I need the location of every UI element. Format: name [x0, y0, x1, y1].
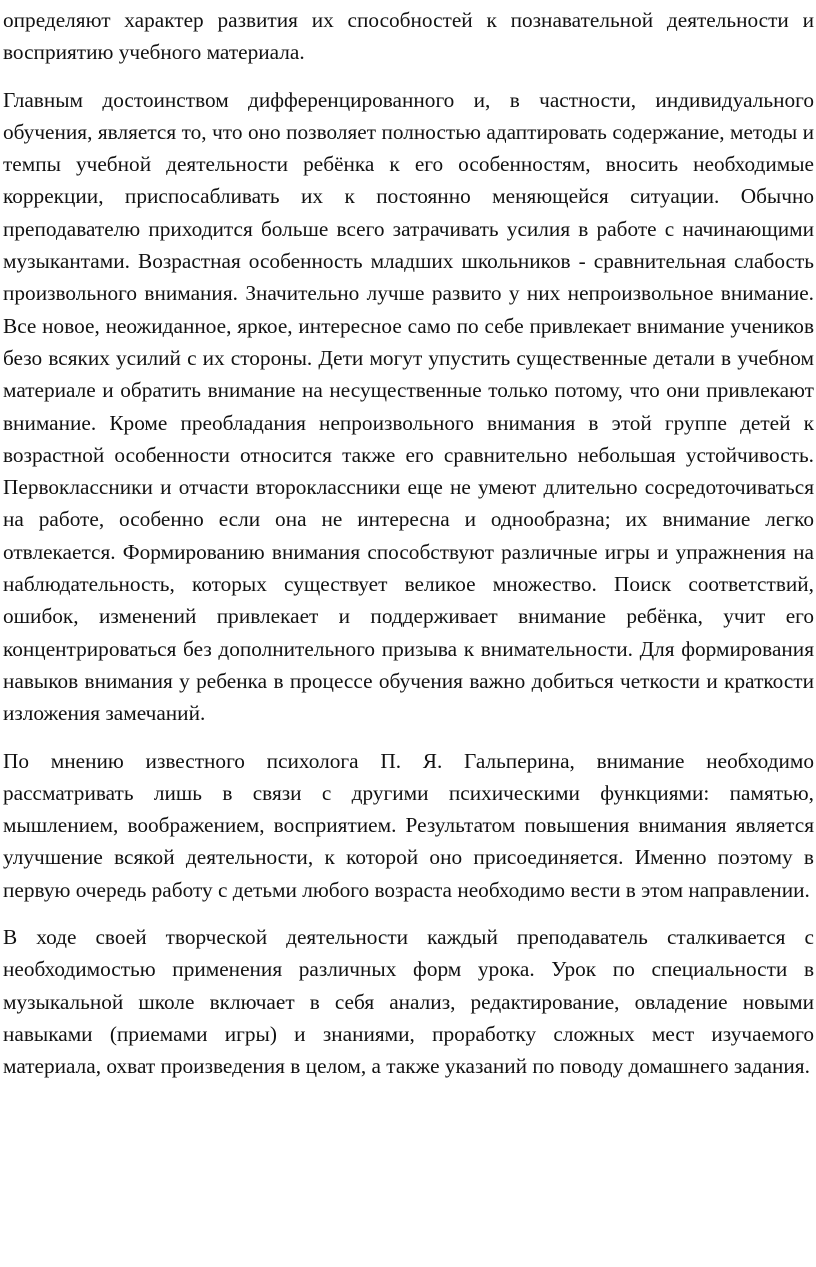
paragraph-continuation: определяют характер развития их способностей к познавательной деятельности и восприятию учебного материала.	[3, 8, 814, 65]
paragraph-galperin: По мнению известного психолога П. Я. Гальперина, внимание необходимо рассматривать лишь в связи с другими психическими функциями: памятью, мышлением, воображением, восприятием. Результатом повышения внимания является улучшение всякой деятельности, к которой оно присоединяется. Именно поэтому в первую очередь работу с детьми любого возраста необходимо вести в этом направлении.	[3, 748, 814, 902]
paragraph-individual-learning: Главным достоинством дифференцированного и, в частности, индивидуального обучения, является то, что оно позволяет полностью адаптировать содержание, методы и темпы учебной деятельности ребёнка к его особенностям, вносить необходимые коррекции, приспосабливать их к постоянно меняющейся ситуации. Обычно преподавателю приходится больше всего затрачивать усилия в работе с начинающими музыкантами. Возрастная особенность младших школьников - сравнительная слабость произвольного внимания. Значительно лучше развито у них непроизвольное внимание. Все новое, неожиданное, яркое, интересное само по себе привлекает внимание учеников безо всяких усилий с их стороны. Дети могут упустить существенные детали в учебном материале и обратить внимание на несущественные только потому, что они привлекают внимание. Кроме преобладания непроизвольного внимания в этой группе детей к возрастной особенности относится также его сравнительно небольшая устойчивость. Первоклассники и отчасти второклассники еще не умеют длительно сосредоточиваться на работе, особенно если она не интересна и однообразна; их внимание легко отвлекается. Формированию внимания способствуют различные игры и упражнения на наблюдательность, которых существует великое множество. Поиск соответствий, ошибок, изменений привлекает и поддерживает внимание ребёнка, учит его концентрироваться без дополнительного призыва к внимательности. Для формирования навыков внимания у ребенка в процессе обучения важно добиться четкости и краткости изложения замечаний.	[3, 87, 814, 726]
paragraph-lesson-forms: В ходе своей творческой деятельности каждый преподаватель сталкивается с необходимостью применения различных форм урока. Урок по специальности в музыкальной школе включает в себя анализ, редактирование, овладение новыми навыками (приемами игры) и знаниями, проработку сложных мест изучаемого материала, охват произведения в целом, а также указаний по поводу домашнего задания.	[3, 925, 814, 1079]
